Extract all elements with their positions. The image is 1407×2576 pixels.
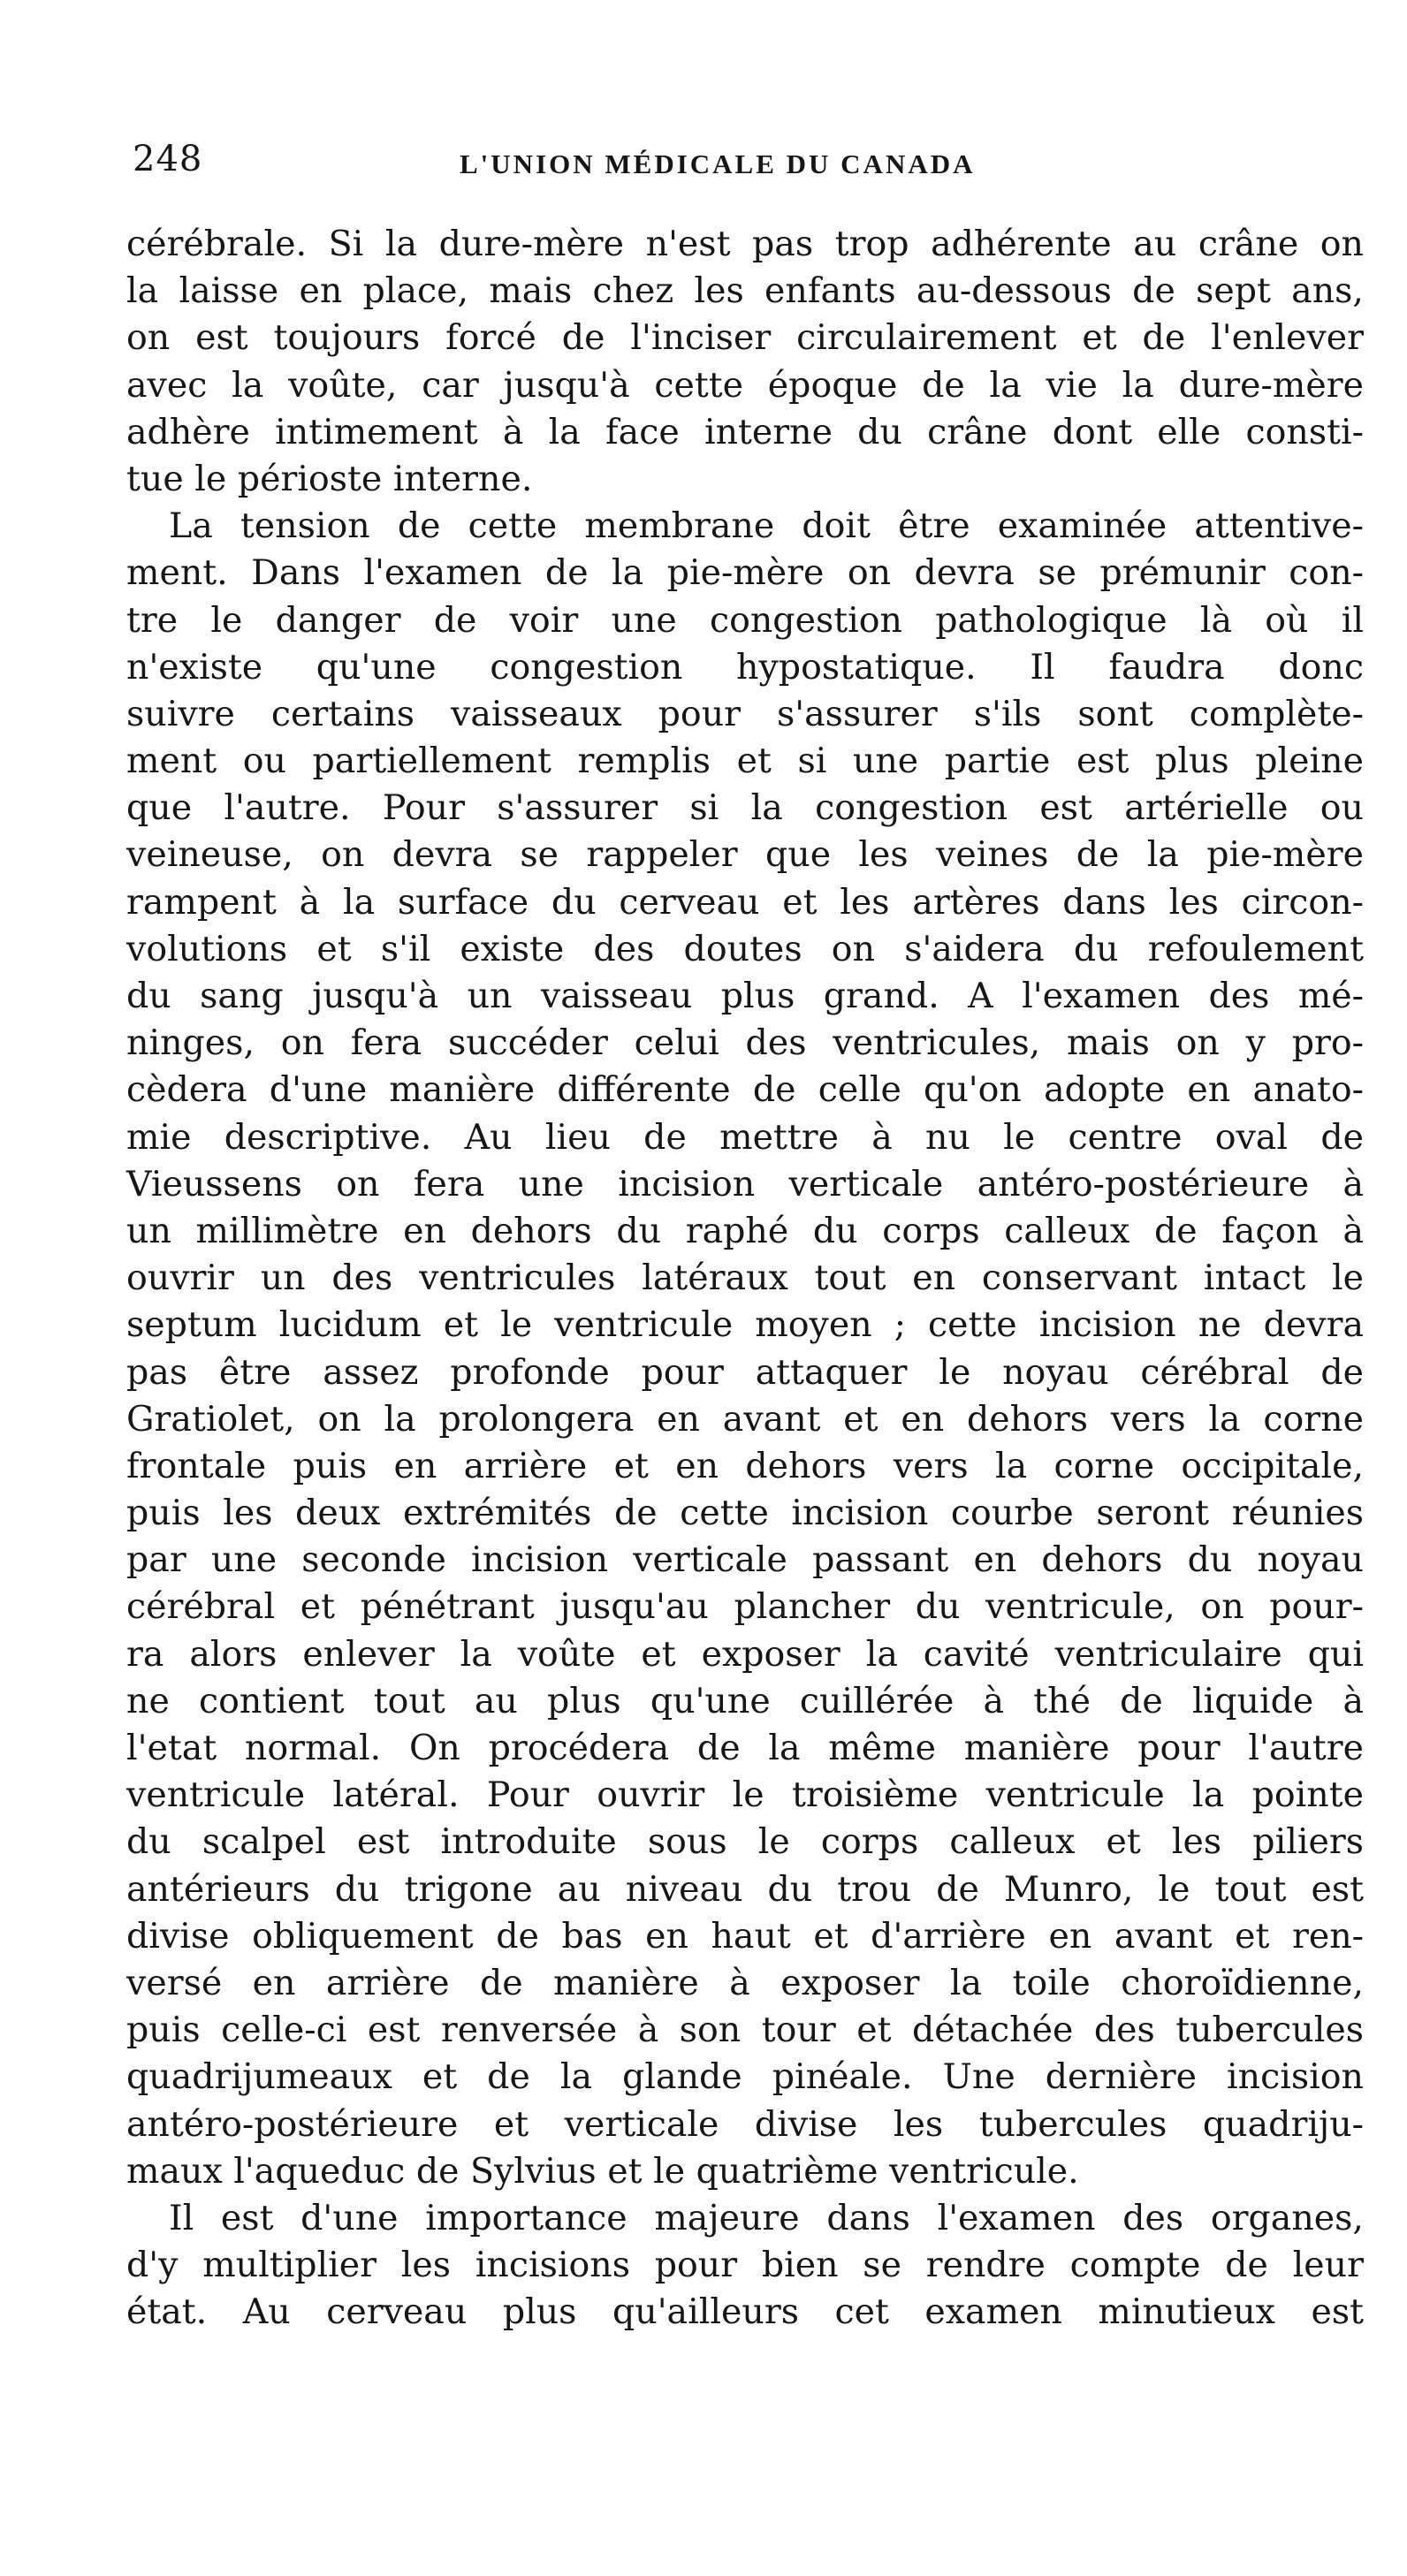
text-line: versé en arrière de manière à exposer la toile choroïdienne, <box>126 1962 1364 2003</box>
running-head: L'UNION MÉDICALE DU CANADA <box>460 148 976 179</box>
text-line: avec la voûte, car jusqu'à cette époque de la vie la dure-mère <box>126 364 1364 406</box>
text-line: veineuse, on devra se rappeler que les veines de la pie-mère <box>126 834 1364 876</box>
text-line: n'existe qu'une congestion hypostatique. Il faudra donc <box>126 646 1364 688</box>
text-line: Il est d'une importance majeure dans l'examen des organes, <box>169 2197 1364 2238</box>
text-line: rampent à la surface du cerveau et les artères dans les circon- <box>126 881 1364 923</box>
text-line: antérieurs du trigone au niveau du trou de Munro, le tout est <box>126 1868 1364 1910</box>
text-line: puis les deux extrémités de cette incision courbe seront réunies <box>126 1493 1364 1534</box>
text-line: ra alors enlever la voûte et exposer la cavité ventriculaire qui <box>126 1633 1364 1675</box>
text-line: Gratiolet, on la prolongera en avant et en dehors vers la corne <box>126 1398 1364 1440</box>
text-line: suivre certains vaisseaux pour s'assurer s'ils sont complète- <box>126 693 1364 734</box>
text-line: antéro-postérieure et verticale divise les tubercules quadriju- <box>126 2103 1364 2145</box>
text-line: on est toujours forcé de l'inciser circulairement et de l'enlever <box>126 317 1364 359</box>
paragraph <box>126 2195 1364 2337</box>
paragraph <box>126 221 1364 503</box>
text-line: d'y multiplier les incisions pour bien se rendre compte de leur <box>126 2245 1364 2286</box>
text-line: un millimètre en dehors du raphé du corps calleux de façon à <box>126 1210 1364 1251</box>
text-line: que l'autre. Pour s'assurer si la congestion est artérielle ou <box>126 787 1364 829</box>
text-line: cèdera d'une manière différente de celle qu'on adopte en anato- <box>126 1069 1364 1111</box>
text-line: ventricule latéral. Pour ouvrir le troisième ventricule la pointe <box>126 1774 1364 1816</box>
text-line: mie descriptive. Au lieu de mettre à nu le centre oval de <box>126 1116 1364 1158</box>
text-line: ne contient tout au plus qu'une cuillérée à thé de liquide à <box>126 1680 1364 1721</box>
text-line: par une seconde incision verticale passant en dehors du noyau <box>126 1539 1364 1581</box>
text-line: ment. Dans l'examen de la pie-mère on devra se prémunir con- <box>126 552 1364 594</box>
text-line: du scalpel est introduite sous le corps calleux et les piliers <box>126 1821 1364 1863</box>
text-line: tre le danger de voir une congestion pathologique là où il <box>126 599 1364 641</box>
text-line: ouvrir un des ventricules latéraux tout en conservant intact le <box>126 1258 1364 1299</box>
text-line: puis celle-ci est renversée à son tour et détachée des tubercules <box>126 2010 1364 2051</box>
paragraph <box>126 503 1364 2195</box>
text-line: tue le périoste interne. <box>126 458 533 499</box>
text-line: l'etat normal. On procédera de la même manière pour l'autre <box>126 1728 1364 1768</box>
text-line: pas être assez profonde pour attaquer le noyau cérébral de <box>126 1351 1364 1393</box>
text-line: septum lucidum et le ventricule moyen ; cette incision ne devra <box>126 1304 1364 1346</box>
text-line: ninges, on fera succéder celui des ventricules, mais on y pro- <box>126 1022 1364 1064</box>
text-line: Vieussens on fera une incision verticale antéro-postérieure à <box>126 1163 1364 1204</box>
text-line: maux l'aqueduc de Sylvius et le quatrième ventricule. <box>126 2150 1079 2192</box>
text-line: du sang jusqu'à un vaisseau plus grand. A l'examen des mé- <box>126 976 1364 1016</box>
text-line: frontale puis en arrière et en dehors vers la corne occipitale, <box>126 1445 1364 1486</box>
page-header <box>133 133 1365 186</box>
text-line: état. Au cerveau plus qu'ailleurs cet examen minutieux est <box>126 2291 1364 2333</box>
text-line: la laisse en place, mais chez les enfants au-dessous de sept ans, <box>126 270 1364 312</box>
text-line: La tension de cette membrane doit être examinée attentive- <box>169 505 1364 547</box>
text-line: ment ou partiellement remplis et si une partie est plus pleine <box>126 741 1364 782</box>
text-line: adhère intimement à la face interne du crâne dont elle consti- <box>126 411 1364 452</box>
text-line: cérébral et pénétrant jusqu'au plancher du ventricule, on pour- <box>126 1586 1364 1628</box>
text-line: volutions et s'il existe des doutes on s'aidera du refoulement <box>126 928 1364 969</box>
text-line: cérébrale. Si la dure-mère n'est pas trop adhérente au crâne on <box>126 224 1364 264</box>
body-text <box>126 221 1364 2336</box>
page-number: 248 <box>133 139 203 179</box>
text-line: quadrijumeaux et de la glande pinéale. Une dernière incision <box>126 2056 1364 2098</box>
text-line: divise obliquement de bas en haut et d'arrière en avant et ren- <box>126 1915 1364 1957</box>
